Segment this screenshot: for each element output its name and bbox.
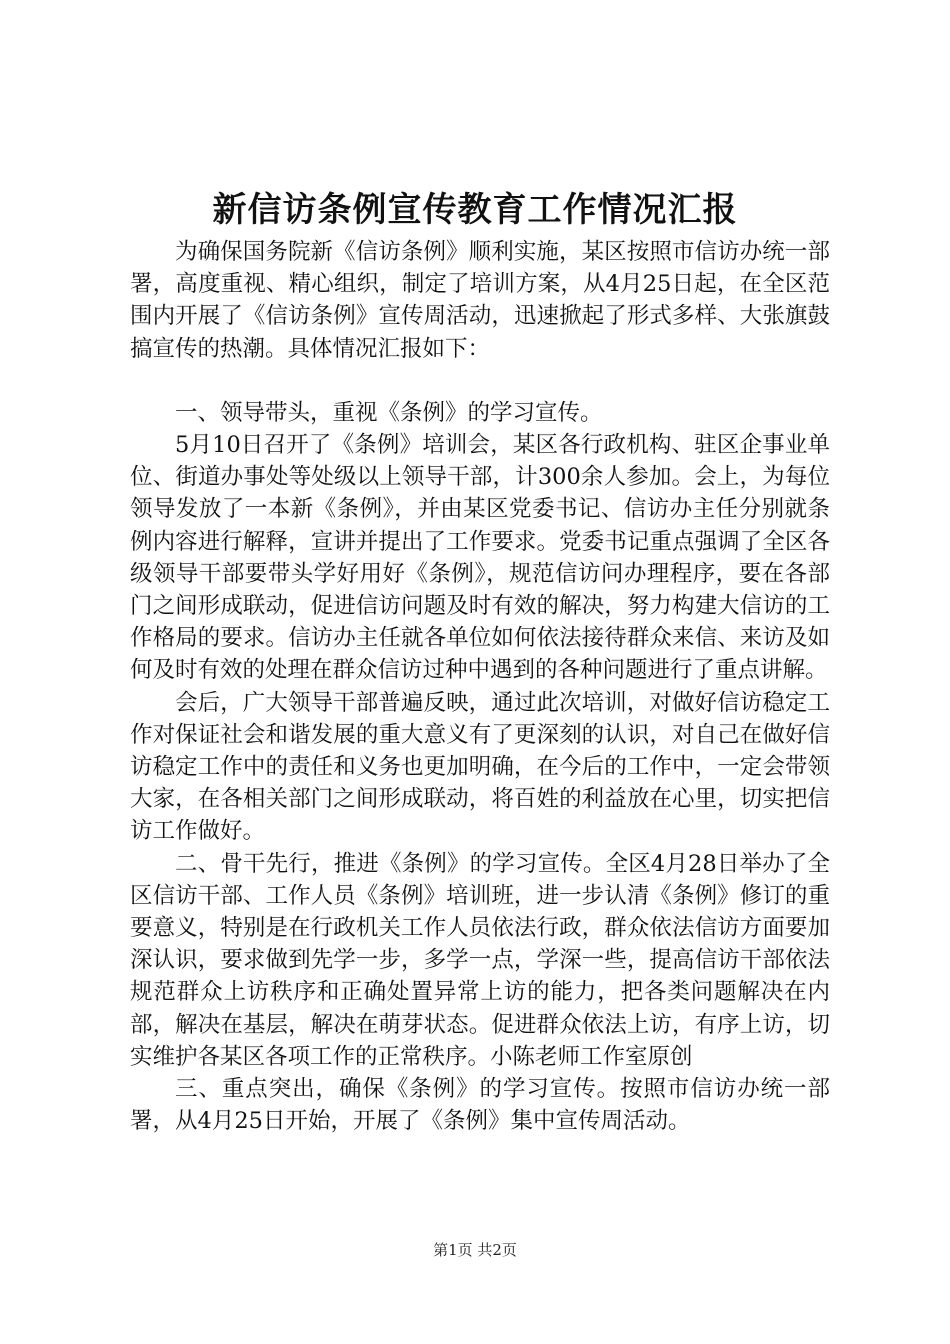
body-paragraph: 会后，广大领导干部普遍反映，通过此次培训，对做好信访稳定工作对保证社会和谐发展的重大意义有了更深刻的认识，对自己在做好信访稳定工作中的责任和义务也更加明确，在今后的工作中，一定会带领大家，在各相关部门之间形成联动，将百姓的利益放在心里，切实把信访工作做好。	[130, 689, 830, 845]
intro-paragraph: 为确保国务院新《信访条例》顺利实施，某区按照市信访办统一部署，高度重视、精心组织，制定了培训方案，从4月25日起，在全区范围内开展了《信访条例》宣传周活动，迅速掀起了形式多样、大张旗鼓搞宣传的热潮。具体情况汇报如下：	[130, 239, 830, 362]
document-title: 新信访条例宣传教育工作情况汇报	[212, 190, 738, 230]
section-paragraph-3: 三、重点突出，确保《条例》的学习宣传。按照市信访办统一部署，从4月25日开始，开展了《条例》集中宣传周活动。	[130, 1076, 830, 1135]
page-number-footer: 第1页 共2页	[433, 1241, 517, 1259]
section-heading-1: 一、领导带头，重视《条例》的学习宣传。	[175, 399, 603, 426]
document-body	[130, 236, 830, 1137]
body-paragraph: 5月10日召开了《条例》培训会，某区各行政机构、驻区企事业单位、街道办事处等处级以上领导干部，计300余人参加。会上，为每位领导发放了一本新《条例》，并由某区党委书记、信访办主任分别就条例内容进行解释，宣讲并提出了工作要求。党委书记重点强调了全区各级领导干部要带头学好用好《条例》，规范信访问办理程序，要在各部门之间形成联动，促进信访问题及时有效的解决，努力构建大信访的工作格局的要求。信访办主任就各单位如何依法接待群众来信、来访及如何及时有效的处理在群众信访过种中遇到的各种问题进行了重点讲解。	[130, 432, 830, 684]
section-paragraph-2: 二、骨干先行，推进《条例》的学习宣传。全区4月28日举办了全区信访干部、工作人员《条例》培训班，进一步认清《条例》修订的重要意义，特别是在行政机关工作人员依法行政，群众依法信访方面要加深认识，要求做到先学一步，多学一点，学深一些，提高信访干部依法规范群众上访秩序和正确处置异常上访的能力，把各类问题解决在内部，解决在基层，解决在萌芽状态。促进群众依法上访，有序上访，切实维护各某区各项工作的正常秩序。小陈老师工作室原创	[130, 850, 830, 1070]
